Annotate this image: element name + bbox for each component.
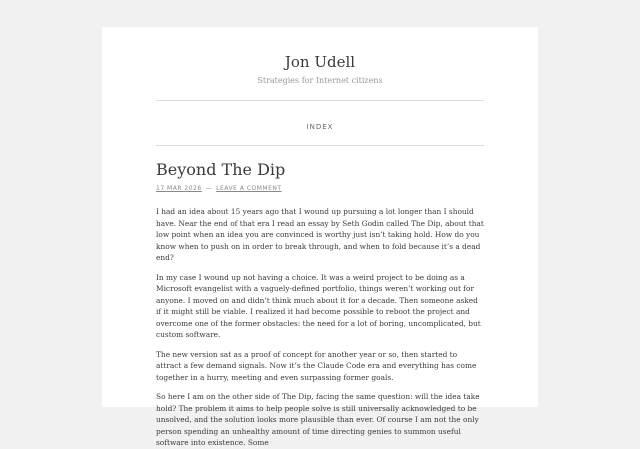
meta-separator: —: [205, 185, 213, 192]
nav-item-index[interactable]: INDEX: [306, 123, 334, 131]
post-title[interactable]: Beyond The Dip: [156, 160, 286, 179]
leave-comment-link[interactable]: LEAVE A COMMENT: [216, 185, 282, 192]
content-card: [102, 27, 538, 447]
post-meta: [156, 185, 484, 192]
nav-divider: [156, 145, 484, 146]
site-description: Strategies for Internet citizens: [257, 76, 383, 85]
post-paragraph: I had an idea about 15 years ago that I wound up pursuing a lot longer than I should have. Near the end of that era I read an essay by Seth Godin called The Dip, about that low point when an idea you are convinced is worthy just isn’t taking hold. How do you know when to push on in order to break through, and when to fold because it’s a dead end?: [156, 207, 484, 262]
post-content: [156, 206, 484, 449]
post-paragraph: The new version sat as a proof of concept for another year or so, then started to attract a few demand signals. Now it’s the Claude Code era and everything has come together in a hurry, meeting and even surpassing former goals.: [156, 349, 477, 382]
post-paragraph: So here I am on the other side of The Dip, facing the same question: will the idea take hold? The problem it aims to help people solve is still universally acknowledged to be unsolved, and the solution looks more plausible than ever. Of course I am not the only person spending an unhealthy amount of time directing genies to summon useful software into existence. Some: [156, 392, 480, 447]
post-date-link[interactable]: 17 MAR 2026: [156, 185, 202, 192]
primary-nav: [156, 101, 484, 145]
site-title[interactable]: Jon Udell: [284, 53, 356, 71]
content-inner: [156, 53, 484, 449]
post-paragraph: In my case I wound up not having a choice. It was a weird project to be doing as a Microsoft evangelist with a vaguely-defined portfolio, things weren’t working out for anyone. I moved on and didn’t think much about it for a decade. Then someone asked if it might still be viable. I realized it had become possible to reboot the project and overcome one of the former obstacles: the need for a lot of boring, uncomplicated, but custom software.: [156, 272, 481, 339]
